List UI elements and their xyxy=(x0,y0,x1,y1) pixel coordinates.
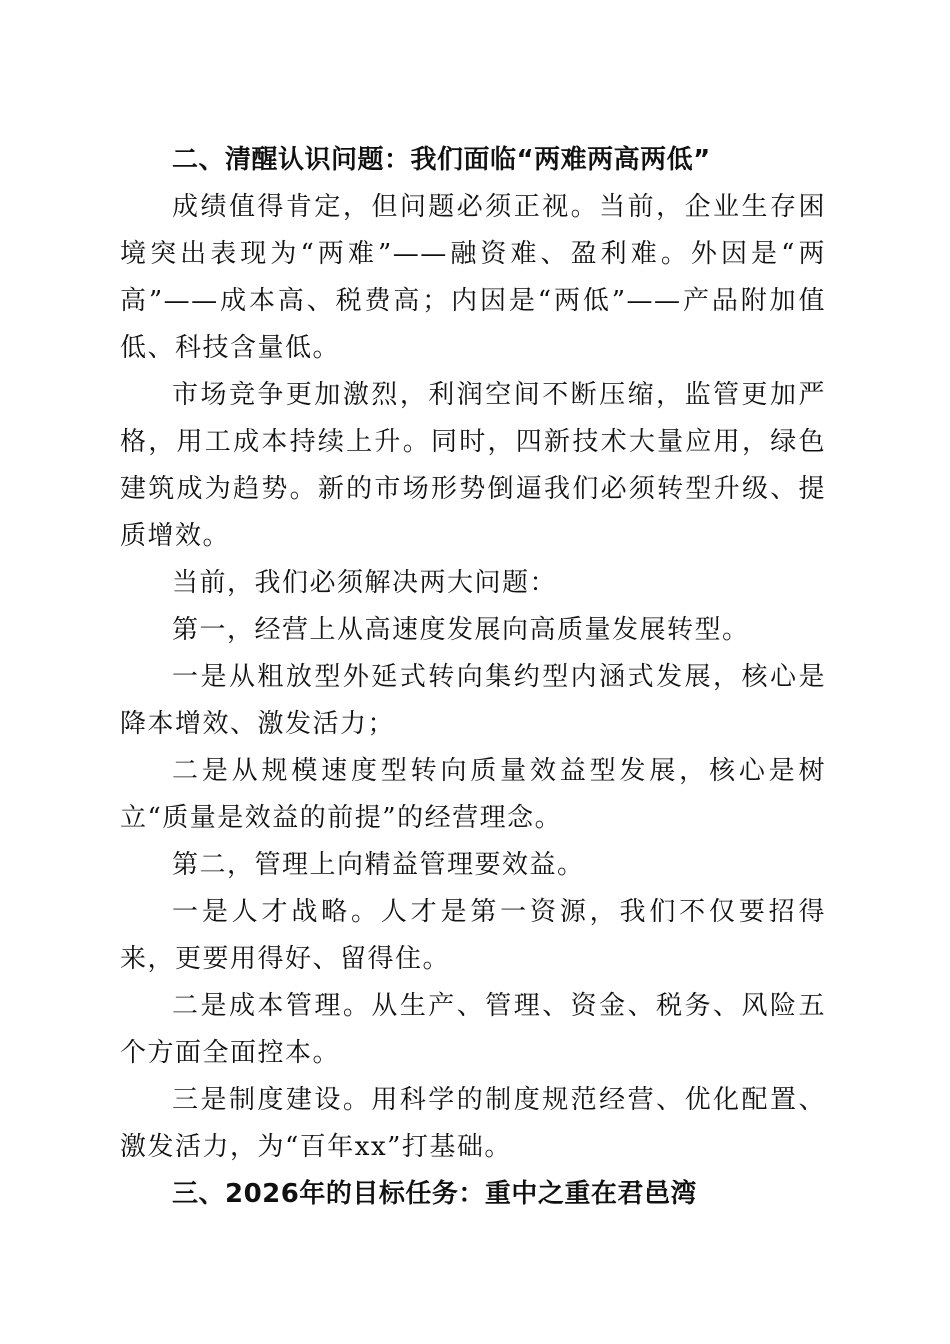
paragraph-system-building: 三是制度建设。用科学的制度规范经营、优化配置、激发活力，为“百年xx”打基础。 xyxy=(120,1085,826,1162)
paragraph-first-point-2: 二是从规模速度型转向质量效益型发展，核心是树立“质量是效益的前提”的经营理念。 xyxy=(120,756,826,833)
paragraph-second-problem: 第二，管理上向精益管理要效益。 xyxy=(172,850,585,880)
paragraph-problems-overview: 成绩值得肯定，但问题必须正视。当前，企业生存困境突出表现为“两难”——融资难、盈利难。外因是“两高”——成本高、税费高；内因是“两低”——产品附加值低、科技含量低。 xyxy=(120,192,826,363)
paragraph-two-problems: 当前，我们必须解决两大问题： xyxy=(172,568,558,598)
paragraph-cost-management: 二是成本管理。从生产、管理、资金、税务、风险五个方面全面控本。 xyxy=(120,991,826,1068)
paragraph-first-point-1: 一是从粗放型外延式转向集约型内涵式发展，核心是降本增效、激发活力； xyxy=(120,662,826,739)
section-heading-3: 三、2026年的目标任务：重中之重在君邑湾 xyxy=(172,1179,697,1209)
paragraph-first-problem: 第一，经营上从高速度发展向高质量发展转型。 xyxy=(172,615,750,645)
document-body xyxy=(120,137,826,1218)
section-heading-2: 二、清醒认识问题：我们面临“两难两高两低” xyxy=(172,145,711,175)
paragraph-talent-strategy: 一是人才战略。人才是第一资源，我们不仅要招得来，更要用得好、留得住。 xyxy=(120,897,826,974)
paragraph-market-situation: 市场竞争更加激烈，利润空间不断压缩，监管更加严格，用工成本持续上升。同时，四新技术大量应用，绿色建筑成为趋势。新的市场形势倒逼我们必须转型升级、提质增效。 xyxy=(120,380,826,551)
